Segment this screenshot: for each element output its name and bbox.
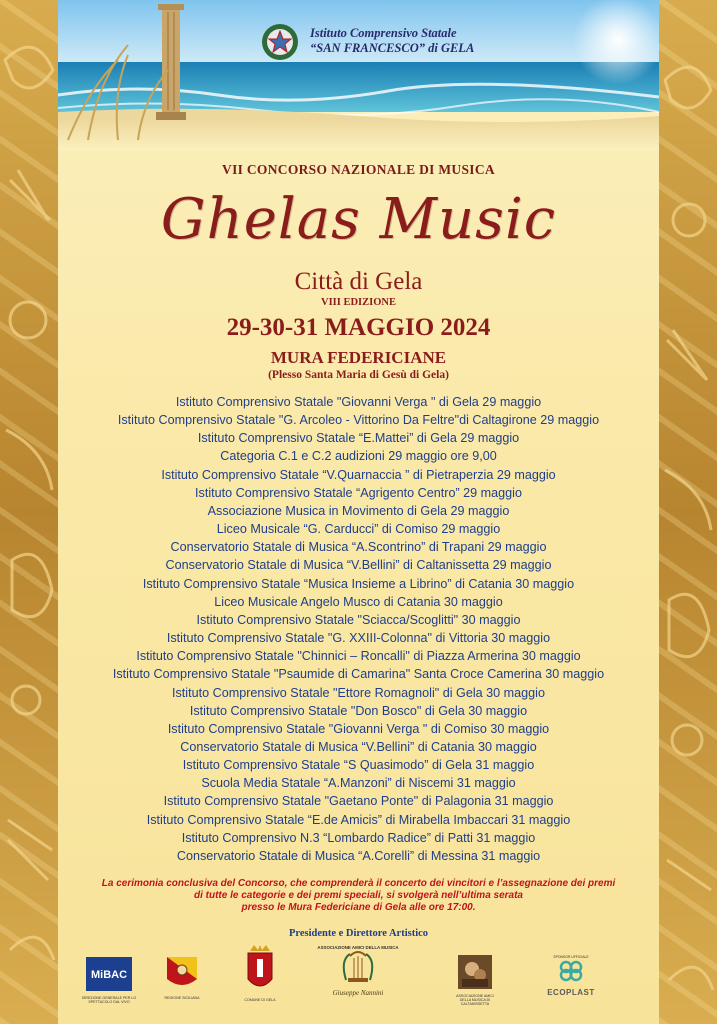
schedule-item: Istituto Comprensivo Statale “Agrigento Centro” 29 maggio (195, 485, 522, 500)
schedule-item: Conservatorio Statale di Musica “A.Corelli” di Messina 31 maggio (176, 848, 541, 863)
mibac-logo (80, 957, 138, 1004)
event-title: Ghelas Music (160, 187, 557, 252)
schedule-item: Istituto Comprensivo Statale “S Quasimodo” di Gela 31 maggio (182, 758, 535, 773)
sponsor-logos (58, 945, 659, 1020)
president-label: Presidente e Direttore Artistico (288, 928, 429, 939)
schedule-item: Istituto Comprensivo Statale "Gaetano Ponte" di Palagonia 31 maggio (163, 794, 554, 809)
schedule-list (58, 393, 659, 865)
logo-caption: DIREZIONE GENERALE PER LO SPETTACOLO DAL VIVO (81, 996, 137, 1005)
event-dates: 29-30-31 MAGGIO 2024 (226, 314, 491, 341)
amici-musica-caltanissetta-logo (452, 955, 498, 1007)
schedule-item: Liceo Musicale “G. Carducci” di Comiso 29 maggio (216, 522, 501, 537)
poster-panel (58, 0, 659, 1024)
ecoplast-icon (556, 959, 586, 983)
schedule-item: Istituto Comprensivo Statale "Psaumide di Camarina" Santa Croce Camerina 30 maggio (112, 667, 605, 682)
schedule-item: Istituto Comprensivo Statale “E.de Amicis” di Mirabella Imbaccari 31 maggio (146, 812, 571, 827)
mibac-mark: MiBAC (90, 969, 128, 981)
schedule-item: Istituto Comprensivo Statale "G. Arcoleo - Vittorino Da Feltre"di Caltagirone 29 maggio (117, 413, 600, 428)
schedule-item: Conservatorio Statale di Musica “V.Bellini” di Caltanissetta 29 maggio (165, 558, 552, 573)
schedule-item: Istituto Comprensivo Statale “Musica Insieme a Librino” di Catania 30 maggio (142, 576, 575, 591)
logo-caption: REGIONE SICILIANA (164, 996, 200, 1000)
schedule-item: Istituto Comprensivo Statale “V.Quarnaccia ” di Pietraperzia 29 maggio (161, 467, 556, 482)
schedule-item: Istituto Comprensivo Statale "Giovanni Verga " di Gela 29 maggio (175, 395, 542, 409)
schedule-item: Istituto Comprensivo Statale "G. XXIII-Colonna" di Vittoria 30 maggio (166, 631, 551, 646)
school-line-2: “SAN FRANCESCO” di GELA (310, 41, 475, 55)
school-name (310, 26, 474, 56)
ecoplast-mark: ECOPLAST (547, 988, 595, 998)
schedule-item: Istituto Comprensivo Statale "Chinnici – Roncalli" di Piazza Armerina 30 maggio (136, 649, 581, 664)
schedule-item: Istituto Comprensivo Statale "Ettore Romagnoli" di Gela 30 maggio (172, 685, 545, 700)
instrument-pattern-icon (0, 0, 58, 1024)
italian-republic-emblem-icon (260, 22, 300, 62)
schedule-item: Istituto Comprensivo Statale "Sciacca/Scoglitti" 30 maggio (196, 612, 521, 627)
amici-della-musica-logo (316, 945, 400, 997)
contest-kicker: VII CONCORSO NAZIONALE DI MUSICA (222, 162, 495, 177)
lyre-icon (338, 950, 378, 984)
seaside-header-illustration (58, 0, 659, 150)
schedule-item: Conservatorio Statale di Musica “V.Bellini” di Catania 30 maggio (180, 739, 537, 754)
logo-caption: SPONSOR UFFICIALE (553, 955, 589, 959)
logo-caption: COMUNE DI GELA (244, 998, 276, 1002)
ecoplast-logo (536, 955, 606, 997)
mibac-icon (86, 957, 132, 991)
event-venue-subtitle: (Plesso Santa Maria di Gesù di Gela) (268, 369, 449, 381)
event-edition: VIII EDIZIONE (321, 297, 396, 308)
event-venue: MURA FEDERICIANE (270, 348, 447, 367)
comune-di-gela-logo (240, 945, 280, 1002)
schedule-item: Istituto Comprensivo Statale "Giovanni Verga " di Comiso 30 maggio (167, 721, 550, 736)
event-city: Città di Gela (294, 268, 423, 295)
instrument-pattern-icon (659, 0, 717, 1024)
schedule-item: Associazione Musica in Movimento di Gela 29 maggio (207, 503, 510, 518)
regione-siciliana-logo (162, 957, 202, 1000)
painting-icon (458, 955, 492, 989)
closing-ceremony-note: La cerimonia conclusiva del Concorso, che comprenderà il concerto dei vincitori e l’assegnazione dei premi di tutte le categorie e dei premi speciali, si svolgerà nell’ultima serata presso le Mura Federiciane di Gela alle ore 17:00. (101, 878, 616, 913)
schedule-item: Istituto Comprensivo N.3 “Lombardo Radice” di Patti 31 maggio (181, 830, 536, 845)
schedule-item: Liceo Musicale Angelo Musco di Catania 30 maggio (214, 594, 503, 609)
logo-caption: ASSOCIAZIONE AMICI DELLA MUSICA DI CALTANISSETTA (456, 994, 494, 1007)
schedule-item: Categoria C.1 e C.2 audizioni 29 maggio ore 9,00 (220, 449, 497, 464)
school-line-1: Istituto Comprensivo Statale (310, 26, 457, 40)
gela-coat-of-arms-icon (246, 945, 274, 993)
schedule-item: Scuola Media Statale “A.Manzoni” di Niscemi 31 maggio (201, 776, 516, 791)
logo-caption: ASSOCIAZIONE AMICI DELLA MUSICA (317, 945, 399, 950)
schedule-item: Istituto Comprensivo Statale “E.Mattei” di Gela 29 maggio (197, 431, 520, 446)
schedule-item: Istituto Comprensivo Statale "Don Bosco" di Gela 30 maggio (189, 703, 528, 718)
left-instrument-border (0, 0, 58, 1024)
schedule-item: Conservatorio Statale di Musica “A.Scontrino” di Trapani 29 maggio (170, 540, 547, 555)
trinacria-shield-icon (167, 957, 197, 991)
right-instrument-border (659, 0, 717, 1024)
giuseppe-nannini-signature: Giuseppe Nannini (332, 989, 384, 997)
